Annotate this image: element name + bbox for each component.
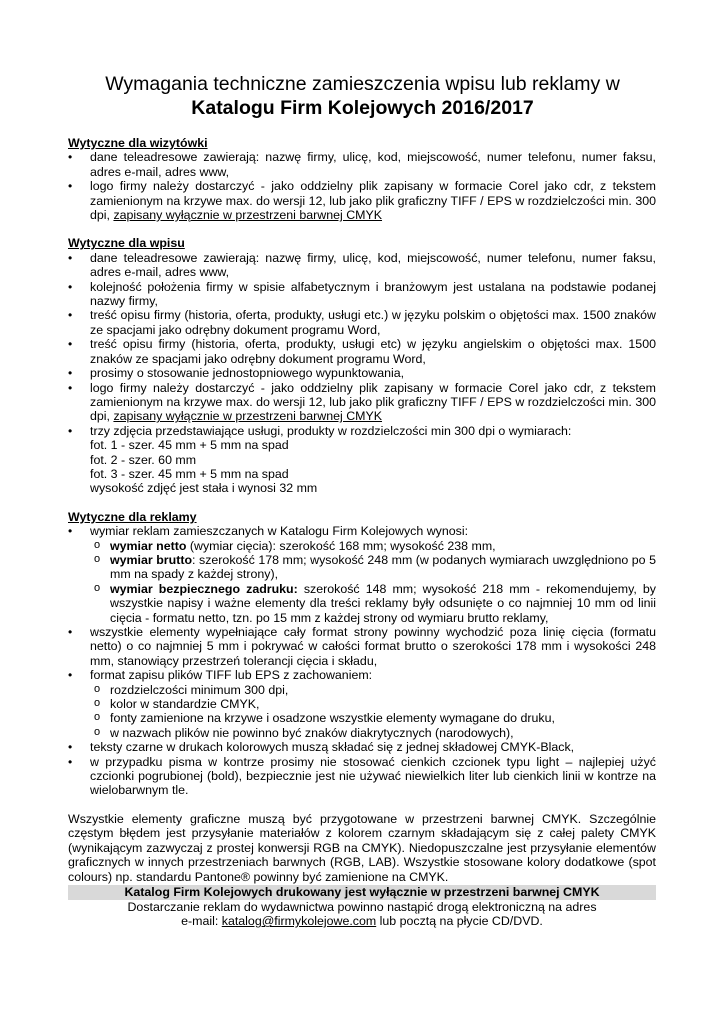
footer-line: Dostarczanie reklam do wydawnictwa powinno nastąpić drogą elektroniczną na adres (127, 899, 597, 914)
photo-line: fot. 2 - szer. 60 mm (90, 452, 197, 467)
list-item-text: kolejność położenia firmy w spisie alfabetycznym i branżowym jest ustalana na podstawie podanej nazwy firmy, (90, 279, 656, 309)
title-line-2: Katalogu Firm Kolejowych 2016/2017 (191, 97, 534, 119)
sublist-text: : szerokość 178 mm; wysokość 248 mm (w podanych wymiarach uwzględniono po 5 mm na spady z każdej strony), (110, 552, 656, 582)
list-item (68, 625, 656, 668)
photo-line: wysokość zdjęć jest stała i wynosi 32 mm (90, 481, 318, 496)
email-suffix: lub pocztą na płycie CD/DVD. (376, 914, 543, 929)
sublist-item (90, 582, 656, 625)
list-item (68, 280, 656, 309)
footer (68, 885, 656, 929)
sublist-label: wymiar netto (110, 538, 187, 553)
list-item (68, 366, 656, 380)
section-heading-wizytowka: Wytyczne dla wizytówki (68, 136, 208, 150)
list-item (68, 381, 656, 424)
email-link[interactable]: katalog@firmykolejowe.com (221, 914, 377, 929)
list-item (68, 150, 656, 179)
photo-dimensions (90, 438, 656, 496)
footer-email-line (68, 914, 656, 929)
sublist-item (90, 683, 656, 697)
sublist-item (90, 697, 656, 711)
document-body (68, 136, 656, 884)
list-item (68, 337, 656, 366)
sublist-text: szerokość 148 mm; wysokość 218 mm - rekomendujemy, by wszystkie napisy i ważne elementy dla treści reklamy były odsunięte o co najmniej 10 mm od linii cięcia - formatu netto, tzn. po 15 mm z każdej strony od wymiaru brutto reklamy, (110, 581, 656, 625)
cmyk-note: zapisany wyłącznie w przestrzeni barwnej CMYK (113, 208, 383, 223)
sublist-text: fonty zamienione na krzywe i osadzone wszystkie elementy wymagane do druku, (110, 711, 555, 726)
list-item (68, 251, 656, 280)
list-item-text: prosimy o stosowanie jednostopniowego wypunktowania, (90, 366, 405, 381)
sublist-item (90, 539, 656, 553)
sublist-item (90, 711, 656, 725)
list-item-text: trzy zdjęcia przedstawiające usługi, produkty w rozdzielczości min 300 dpi o wymiarach: (90, 423, 572, 438)
footer-highlight: Katalog Firm Kolejowych drukowany jest wyłącznie w przestrzeni barwnej CMYK (68, 885, 656, 900)
section-heading-wpis: Wytyczne dla wpisu (68, 236, 185, 251)
reklama-list (68, 524, 656, 798)
list-item (68, 668, 656, 740)
cmyk-note: zapisany wyłącznie w przestrzeni barwnej CMYK (113, 409, 383, 424)
sublist-item (90, 726, 656, 740)
sublist-dimensions (90, 539, 656, 625)
sublist-text: w nazwach plików nie powinno być znaków diakrytycznych (narodowych), (110, 725, 514, 740)
list-item (68, 755, 656, 798)
list-item-text: teksty czarne w drukach kolorowych muszą składać się z jednej składowej CMYK-Black, (90, 740, 575, 755)
sublist-item (90, 553, 656, 582)
list-item-text: format zapisu plików TIFF lub EPS z zachowaniem: (90, 668, 373, 683)
list-item-text: logo firmy należy dostarczyć - jako oddzielny plik zapisany w formacie Corel jako cdr, z tekstem zamienionym na krzywe max. do wersji 12, lub jako plik graficzny TIFF / EPS w rozdzielczości min. 300 dpi, (90, 179, 656, 223)
section-heading-reklama: Wytyczne dla reklamy (68, 509, 197, 524)
list-item (68, 179, 656, 222)
sublist-text: kolor w standardzie CMYK, (110, 697, 260, 712)
sublist-label: wymiar brutto (110, 552, 193, 567)
list-item-text: treść opisu firmy (historia, oferta, produkty, usługi etc) w języku angielskim o objętości max. 1500 znaków ze spacjami jako odrębny dokument programu Word, (90, 337, 656, 366)
list-item-text: wszystkie elementy wypełniające cały format strony powinny wychodzić poza linię cięcia (formatu netto) o co najmniej 5 mm i pokrywać w całości format brutto o szerokości 178 mm i wysokości 248 mm, stanowiący przestrzeń tolerancji cięcia i składu, (90, 625, 656, 668)
photo-line: fot. 3 - szer. 45 mm + 5 mm na spad (90, 466, 289, 481)
wpis-list (68, 251, 656, 496)
list-item (68, 424, 656, 496)
sublist-text: rozdzielczości minimum 300 dpi, (110, 682, 289, 697)
list-item (68, 524, 656, 625)
list-item-text: w przypadku pisma w kontrze prosimy nie stosować cienkich czcionek typu light – najlepiej użyć czcionki pogrubionej (bold), bezpiecznie jest nie używać niewielkich liter lub cienkich linii w kontrze na wielobarwnym tle. (90, 754, 656, 798)
list-item (68, 308, 656, 337)
email-prefix: e-mail: (181, 914, 222, 929)
cmyk-paragraph: Wszystkie elementy graficzne muszą być przygotowane w przestrzeni barwnej CMYK. Szczególnie częstym błędem jest przysyłanie materiałów z kolorem czarnym składającym się z całej palety CMYK (wynikającym zazwyczaj z prostej konwersji RGB na CMYK). Niedopuszczalne jest przysyłanie elementów graficznych w innych przestrzeniach barwnych (RGB, LAB). Wszystkie stosowane kolory dodatkowe (spot colours) np. standardu Pantone® powinny być zamienione na CMYK. (68, 811, 656, 884)
sublist-text: (wymiar cięcia): szerokość 168 mm; wysokość 238 mm, (186, 538, 496, 553)
list-item-text: treść opisu firmy (historia, oferta, produkty, usługi etc.) w języku polskim o objętości max. 1500 znaków ze spacjami jako odrębny dokument programu Word, (90, 308, 656, 337)
sublist-format (90, 683, 656, 741)
photo-line: fot. 1 - szer. 45 mm + 5 mm na spad (90, 438, 289, 453)
list-item (68, 740, 656, 754)
sublist-label: wymiar bezpiecznego zadruku: (110, 581, 298, 596)
page-title (40, 72, 685, 120)
list-item-text: wymiar reklam zamieszczanych w Katalogu Firm Kolejowych wynosi: (90, 524, 469, 539)
list-item-text: dane teleadresowe zawierają: nazwę firmy, ulicę, kod, miejscowość, numer telefonu, numer faksu, adres e-mail, adres www, (90, 250, 656, 280)
list-item-text: logo firmy należy dostarczyć - jako oddzielny plik zapisany w formacie Corel jako cdr, z tekstem zamienionym na krzywe max. do wersji 12, lub jako plik graficzny TIFF / EPS w rozdzielczości min. 300 dpi, (90, 380, 656, 424)
title-line-1: Wymagania techniczne zamieszczenia wpisu lub reklamy w (105, 73, 620, 95)
list-item-text: dane teleadresowe zawierają: nazwę firmy, ulicę, kod, miejscowość, numer telefonu, numer faksu, adres e-mail, adres www, (90, 150, 656, 179)
wizytowka-list (68, 150, 656, 222)
